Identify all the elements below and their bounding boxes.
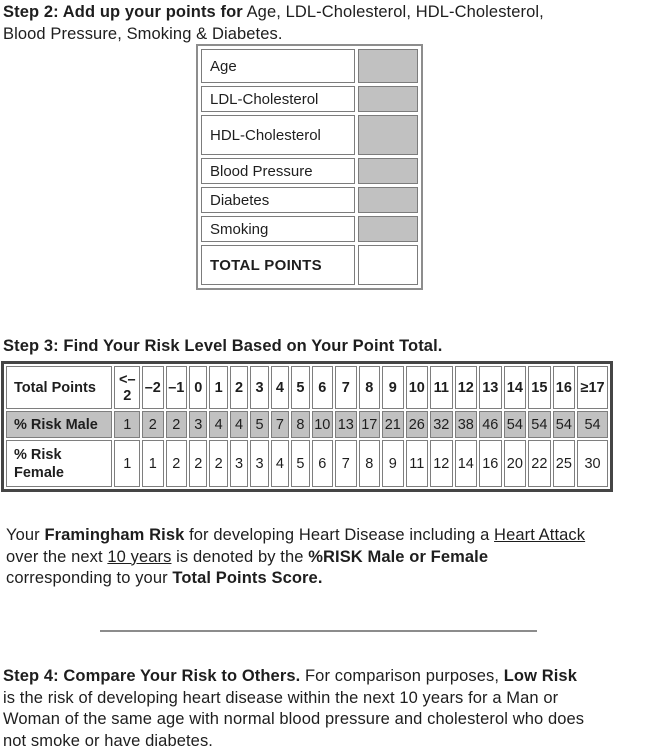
total-points-cell: 10 bbox=[406, 366, 429, 409]
points-entry-box-ldl bbox=[358, 86, 418, 112]
table-row bbox=[201, 158, 418, 184]
points-entry-box-age bbox=[358, 49, 418, 83]
points-row-label-age: Age bbox=[201, 49, 355, 83]
step4-paragraph bbox=[3, 666, 649, 748]
risk-male-cell: 5 bbox=[250, 411, 268, 438]
total-points-cell: 5 bbox=[291, 366, 309, 409]
risk-female-row bbox=[6, 440, 608, 487]
risk-female-cell: 14 bbox=[455, 440, 478, 487]
risk-male-cell: 7 bbox=[271, 411, 289, 438]
table-row bbox=[201, 216, 418, 242]
risk-male-cell: 54 bbox=[577, 411, 608, 438]
total-points-cell: 12 bbox=[455, 366, 478, 409]
note-text: Your bbox=[6, 526, 45, 544]
table-row bbox=[201, 86, 418, 112]
total-points-cell: 7 bbox=[335, 366, 356, 409]
risk-female-cell: 20 bbox=[504, 440, 527, 487]
risk-female-cell: 30 bbox=[577, 440, 608, 487]
step4-text: not smoke or have diabetes. bbox=[3, 731, 213, 748]
risk-male-cell: 46 bbox=[479, 411, 502, 438]
risk-female-cell: 1 bbox=[142, 440, 163, 487]
risk-female-cell: 3 bbox=[230, 440, 248, 487]
note-framingham-risk: Framingham Risk bbox=[44, 526, 185, 544]
risk-male-cell: 8 bbox=[291, 411, 309, 438]
step4-text: Woman of the same age with normal blood pressure and cholesterol who does bbox=[3, 710, 585, 728]
risk-female-cell: 16 bbox=[479, 440, 502, 487]
risk-table-label-risk-female bbox=[6, 440, 112, 487]
total-points-row bbox=[6, 366, 608, 409]
risk-male-cell: 2 bbox=[166, 411, 187, 438]
total-points-cell: <–2 bbox=[114, 366, 140, 409]
risk-female-cell: 12 bbox=[430, 440, 453, 487]
points-entry-box-blood-pressure bbox=[358, 158, 418, 184]
risk-female-cell: 7 bbox=[335, 440, 356, 487]
points-row-label-hdl: HDL-Cholesterol bbox=[201, 115, 355, 155]
points-entry-box-hdl bbox=[358, 115, 418, 155]
risk-female-cell: 5 bbox=[291, 440, 309, 487]
note-ten-years: 10 years bbox=[107, 547, 172, 566]
note-text: for developing Heart Disease including a bbox=[184, 526, 495, 544]
risk-male-cell: 21 bbox=[382, 411, 403, 438]
step4-low-risk: Low Risk bbox=[503, 667, 577, 685]
risk-male-cell: 32 bbox=[430, 411, 453, 438]
risk-female-cell: 3 bbox=[250, 440, 268, 487]
points-row-label-blood-pressure: Blood Pressure bbox=[201, 158, 355, 184]
risk-male-cell: 54 bbox=[528, 411, 551, 438]
note-total-points-score: Total Points Score. bbox=[172, 569, 323, 587]
risk-female-cell: 1 bbox=[114, 440, 140, 487]
points-row-label-diabetes: Diabetes bbox=[201, 187, 355, 213]
total-points-cell: 8 bbox=[359, 366, 380, 409]
risk-female-cell: 11 bbox=[406, 440, 429, 487]
total-points-cell: 4 bbox=[271, 366, 289, 409]
step2-heading bbox=[3, 2, 647, 45]
risk-female-cell: 4 bbox=[271, 440, 289, 487]
risk-male-cell: 1 bbox=[114, 411, 140, 438]
note-risk-male-female: %RISK Male or Female bbox=[308, 547, 489, 566]
points-summary-table bbox=[196, 44, 423, 290]
points-row-label-smoking: Smoking bbox=[201, 216, 355, 242]
risk-female-label-line1: % Risk bbox=[14, 446, 62, 463]
risk-female-cell: 6 bbox=[312, 440, 333, 487]
divider-line bbox=[100, 630, 537, 632]
total-points-cell: 11 bbox=[430, 366, 453, 409]
points-entry-box-total bbox=[358, 245, 418, 285]
points-row-label-ldl: LDL-Cholesterol bbox=[201, 86, 355, 112]
risk-female-cell: 2 bbox=[166, 440, 187, 487]
risk-female-cell: 22 bbox=[528, 440, 551, 487]
note-text: over the next bbox=[6, 547, 108, 566]
risk-male-cell: 4 bbox=[230, 411, 248, 438]
total-points-cell: 15 bbox=[528, 366, 551, 409]
risk-female-cell: 25 bbox=[553, 440, 576, 487]
total-points-cell: 16 bbox=[553, 366, 576, 409]
risk-male-cell: 4 bbox=[209, 411, 227, 438]
risk-male-cell: 54 bbox=[553, 411, 576, 438]
step4-heading-bold: Step 4: Compare Your Risk to Others. bbox=[3, 667, 301, 685]
total-points-cell: –1 bbox=[166, 366, 187, 409]
risk-female-label-line2: Female bbox=[14, 464, 64, 481]
points-entry-box-diabetes bbox=[358, 187, 418, 213]
risk-male-cell: 3 bbox=[189, 411, 207, 438]
note-text: corresponding to your bbox=[6, 569, 173, 587]
table-row bbox=[201, 245, 418, 285]
total-points-cell: 2 bbox=[230, 366, 248, 409]
points-entry-box-smoking bbox=[358, 216, 418, 242]
risk-male-cell: 10 bbox=[312, 411, 333, 438]
risk-female-cell: 8 bbox=[359, 440, 380, 487]
risk-table-label-risk-male: % Risk Male bbox=[6, 411, 112, 438]
table-row bbox=[201, 187, 418, 213]
risk-female-cell: 9 bbox=[382, 440, 403, 487]
risk-male-cell: 26 bbox=[406, 411, 429, 438]
risk-table-label-total-points: Total Points bbox=[6, 366, 112, 409]
total-points-cell: 6 bbox=[312, 366, 333, 409]
total-points-cell: 14 bbox=[504, 366, 527, 409]
risk-male-row bbox=[6, 411, 608, 438]
total-points-cell: 9 bbox=[382, 366, 403, 409]
step2-heading-bold: Step 2: Add up your points for bbox=[3, 3, 243, 21]
risk-male-cell: 38 bbox=[455, 411, 478, 438]
total-points-cell: ≥17 bbox=[577, 366, 608, 409]
risk-female-cell: 2 bbox=[209, 440, 227, 487]
step3-heading: Step 3: Find Your Risk Level Based on Your Point Total. bbox=[3, 337, 443, 355]
step4-text: For comparison purposes, bbox=[300, 667, 504, 685]
table-row bbox=[201, 49, 418, 83]
step2-heading-rest: Age, LDL-Cholesterol, HDL-Cholesterol, bbox=[242, 3, 544, 21]
risk-male-cell: 17 bbox=[359, 411, 380, 438]
total-points-cell: 3 bbox=[250, 366, 268, 409]
risk-level-table bbox=[1, 361, 613, 492]
total-points-cell: 0 bbox=[189, 366, 207, 409]
total-points-cell: –2 bbox=[142, 366, 163, 409]
note-text: is denoted by the bbox=[171, 547, 309, 566]
total-points-cell: 1 bbox=[209, 366, 227, 409]
step2-heading-line2: Blood Pressure, Smoking & Diabetes. bbox=[3, 24, 283, 43]
note-heart-attack: Heart Attack bbox=[494, 526, 586, 544]
framingham-note bbox=[6, 525, 648, 590]
table-row bbox=[201, 115, 418, 155]
total-points-cell: 13 bbox=[479, 366, 502, 409]
risk-male-cell: 2 bbox=[142, 411, 163, 438]
risk-female-cell: 2 bbox=[189, 440, 207, 487]
risk-male-cell: 13 bbox=[335, 411, 356, 438]
step4-text: is the risk of developing heart disease within the next 10 years for a Man or bbox=[3, 688, 559, 707]
risk-male-cell: 54 bbox=[504, 411, 527, 438]
points-row-label-total: TOTAL POINTS bbox=[201, 245, 355, 285]
